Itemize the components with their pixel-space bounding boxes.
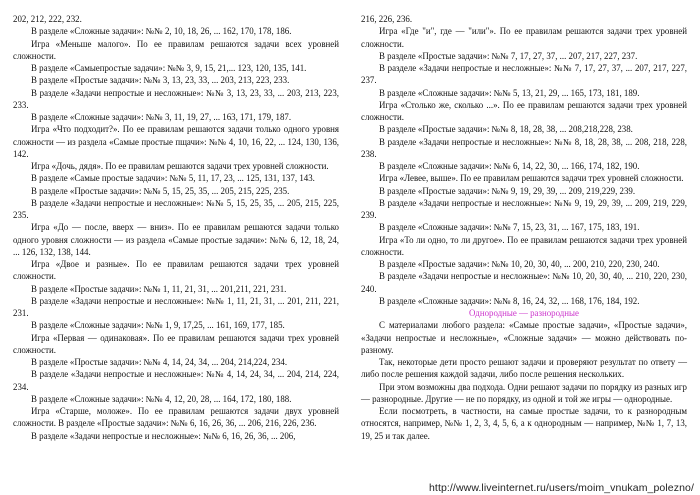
paragraph: Так, некоторые дети просто решают задачи и проверяют результат по ответу — либо после решения каждой задачи, либо после решения нескольких. [361, 357, 687, 380]
paragraph: Игра «Столько же, сколько ...». По ее правилам решаются задачи трех уровней сложности. [361, 99, 687, 122]
paragraph: Игра «Дочь, дядя». По ее правилам решаются задачи трех уровней сложности. [31, 161, 329, 171]
paragraph: В разделе «Задачи непростые и несложные»: №№ 3, 13, 23, 33, ... 203, 213, 223, 233. [13, 87, 339, 110]
paragraph: В разделе «Сложные задачи»: №№ 4, 12, 20, 28, ... 164, 172, 180, 188. [31, 393, 292, 404]
paragraph: В разделе «Задачи непростые и несложные»: №№ 6, 16, 26, 36, ... 206, [31, 430, 296, 441]
paragraph: В разделе «Сложные задачи»: №№ 1, 9, 17,25, ... 161, 169, 177, 185. [31, 320, 285, 331]
paragraph: В разделе «Сложные задачи»: №№ 3, 11, 19, 27, ... 163, 171, 179, 187. [31, 112, 292, 122]
paragraph: В разделе «Задачи непростые и несложные»: №№ 7, 17, 27, 37, ... 207, 217, 227, 237. [361, 63, 687, 86]
paragraph: В разделе «Задачи непростые и несложные»: №№ 9, 19, 29, 39, ... 209, 219, 229, 239. [361, 197, 687, 220]
paragraph: В разделе «Простые задачи»: №№ 5, 15, 25, 35, ... 205, 215, 225, 235. [31, 185, 290, 196]
paragraph: В разделе «Сложные задачи»: №№ 7, 15, 23, 31, ... 167, 175, 183, 191. [379, 222, 640, 233]
paragraph: Игра «Меньше малого». По ее правилам решаются задачи всех уровней сложности. [13, 38, 339, 61]
paragraph: В разделе «Сложные задачи»: №№ 6, 14, 22, 30, ... 166, 174, 182, 190. [379, 161, 640, 171]
paragraph: Игра «Первая — одинаковая». По ее правилам решаются задачи трех уровней сложности. [13, 332, 339, 355]
paragraph: С материалами любого раздела: «Самые простые задачи», «Простые задачи», «Задачи непростые и несложные», «Сложные задачи» — можно действовать по-разному. [361, 320, 687, 355]
paragraph: В разделе «Сложные задачи»: №№ 8, 16, 24, 32, ... 168, 176, 184, 192. [379, 295, 640, 306]
paragraph: Игра «Двое и разные». По ее правилам решаются задачи трех уровней сложности. [13, 259, 339, 282]
paragraph: В разделе «Задачи непростые и несложные»: №№ 4, 14, 24, 34, ... 204, 214, 224, 234. [13, 369, 339, 392]
paragraph: Игра «Где "и", где — "или"». По ее правилам решаются задачи трех уровней сложности. [361, 26, 687, 49]
section-heading: Однородные — разнородные [469, 308, 579, 318]
paragraph: В разделе «Простые задачи»: №№ 10, 20, 30, 40, ... 200, 210, 220, 230, 240. [379, 259, 660, 269]
paragraph: В разделе «Простые задачи»: №№ 8, 18, 28, 38, ... 208,218,228, 238. [379, 124, 633, 135]
paragraph: В разделе «Сложные задачи»: №№ 2, 10, 18, 26, ... 162, 170, 178, 186. [31, 26, 292, 37]
left-page-column [13, 13, 339, 442]
paragraph: Если посмотреть, в частности, на самые простые задачи, то к разнородным относятся, например, №№ 1, 2, 3, 4, 5, 6, а к однородным — например, №№ 1, 7, 13, 19, 25 и так далее. [361, 406, 687, 441]
paragraph: В разделе «Простые задачи»: №№ 4, 14, 24, 34, ... 204, 214,224, 234. [31, 357, 288, 367]
paragraph: В разделе «Задачи непростые и несложные»: №№ 1, 11, 21, 31, ... 201, 211, 221, 231. [13, 295, 339, 318]
paragraph: Игра «Левее, выше». По ее правилам решаются задачи трех уровней сложности. [379, 173, 684, 184]
paragraph: Игра «До — после, вверх — вниз». По ее правилам решаются задачи только одного уровня сложности — из раздела «Самые простые задачи»: №№ 6, 12, 18, 24, ... 126, 132, 138, 144. [13, 222, 339, 257]
paragraph: В разделе «Простые задачи»: №№ 7, 17, 27, 37, ... 207, 217, 227, 237. [379, 50, 638, 61]
paragraph: В разделе «Задачи непростые и несложные»: №№ 5, 15, 25, 35, ... 205, 215, 225, 235. [13, 197, 339, 220]
paragraph: 216, 226, 236. [361, 14, 413, 24]
paragraph: В разделе «Задачи непростые и несложные»: №№ 10, 20, 30, 40, ... 210, 220, 230, 240. [361, 271, 687, 294]
paragraph: В разделе «Сложные задачи»: №№ 5, 13, 21, 29, ... 165, 173, 181, 189. [379, 87, 640, 98]
paragraph: При этом возможны два подхода. Одни решают задачи по порядку из разных игр — разнородные. Другие — не по порядку, из одной и той же игры — однородные. [361, 381, 687, 404]
paragraph: В разделе «Самыепростые задачи»: №№ 3, 9, 15, 21,... 123, 120, 135, 141. [31, 63, 307, 73]
paragraph: Игра «Что подходит?». По ее правилам решаются задачи только одного уровня сложности — из раздела «Самые простые пщачи»: №№ 4, 10, 16, 22, ... 124, 130, 136, 142. [13, 124, 339, 159]
paragraph: Игра «Старше, моложе». По ее правилам решаются задачи двух уровней сложности. В разделе «Простые задачи»: №№ 6, 16, 26, 36, ... 206, 216, 226, 236. [13, 406, 339, 429]
source-url-watermark[interactable]: http://www.liveinternet.ru/users/moim_vnukam_polezno/ [428, 482, 694, 494]
paragraph: В разделе «Простые задачи»: №№ 1, 11, 21, 31, ... 201,211, 221, 231. [31, 283, 287, 294]
paragraph: Игра «То ли одно, то ли другое». По ее правилам решаются задачи трех уровней сложности. [361, 234, 687, 257]
paragraph: В разделе «Простые задачи»: №№ 9, 19, 29, 39, ... 209, 219,229, 239. [379, 185, 636, 196]
paragraph: В разделе «Задачи непростые и несложные»: №№ 8, 18, 28, 38, ... 208, 218, 228, 238. [361, 136, 687, 159]
paragraph: В разделе «Самые простые задачи»: №№ 5, 11, 17, 23, ... 125, 131, 137, 143. [31, 173, 315, 184]
right-page-column [361, 13, 687, 442]
paragraph: В разделе «Простые задачи»: №№ 3, 13, 23, 33, ... 203, 213, 223, 233. [31, 75, 290, 86]
paragraph: 202, 212, 222, 232. [13, 14, 82, 24]
